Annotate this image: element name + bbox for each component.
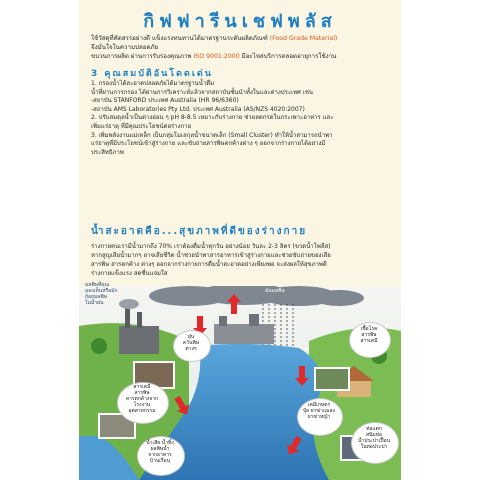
clean-line: ร่างกายแข็งแรง สดชื่นแจ่มใส — [91, 270, 168, 277]
caption-chemical — [351, 326, 387, 344]
tree — [91, 338, 107, 354]
feature-line: -สถาบัน AMS Laboratories Pty Ltd. ประเทศ Australia (AS/NZS 4020:2007) — [91, 105, 305, 113]
caption-line: ควันพิษ — [182, 340, 200, 346]
caption-household — [139, 440, 181, 464]
feature-line: 2. ปรับสมดุลน้ำเป็นด่างอ่อน ๆ pH 8-8.5 เหมาะกับร่างกาย ช่วยลดกรดในกระเพาะอาหาร และ — [91, 114, 334, 122]
caption-line: สารเคมี — [133, 384, 151, 390]
caption-line: สารพิษ — [361, 332, 377, 338]
note-left-line: มลพิษที่คุณ — [85, 282, 110, 288]
caption-line: สนิมท่อ — [365, 432, 383, 438]
iso-highlight: ISO 9001:2000 — [193, 53, 240, 60]
features-heading: 3 คุณสมบัติอันโดดเด่น — [91, 69, 213, 79]
feature-line: น้ำที่ผ่านการกรอง ได้ผ่านการวิเคราะห์แล้วจากสถาบันชั้นนำทั้งในและต่างประเทศ เช่น — [91, 88, 313, 96]
feature-line: เพิ่มแร่ธาตุ ที่มีคุณประโยชน์ต่อร่างกาย — [91, 122, 192, 130]
poster-title: กิฟฟารีนเชฟพลัส — [143, 11, 337, 32]
intro-line-3-pre: ขบวนการผลิต ผ่านการรับรองคุณภาพ — [91, 53, 192, 60]
caption-line: น้ำประปาเปื้อน — [357, 438, 391, 444]
caption-line: สารเคมี — [360, 338, 378, 344]
intro-line-1-text: ใช้วัสดุที่คัดสรรอย่างดี แข็งแรงทนทานได้มาตรฐานระดับผลิตภัณฑ์ — [91, 35, 268, 42]
caption-line: เชื้อโรค — [360, 326, 378, 332]
caption-line: ฝนมลพิษ — [265, 288, 285, 294]
building — [249, 314, 259, 326]
caption-line: ปุ๋ย ยาฆ่าแมลง — [303, 408, 335, 414]
clean-line: หากสูญเสียน้ำมากๆ อาจเสียชีวิต น้ำช่วยนำพาสารอาหารเข้าสู่ร่างกายและช่วยขับถ่ายของเสีย — [91, 252, 331, 259]
note-left-line: ถ้อยมลพิษ — [85, 294, 107, 300]
caption-farm — [299, 402, 339, 420]
caption-line: โรงงาน — [133, 402, 151, 408]
building — [219, 316, 227, 326]
caption-line: บ้านเรือน — [149, 458, 171, 464]
factory-chimney — [137, 312, 142, 328]
clean-water-heading: น้ำสะอาดคือ...สุขภาพที่ดีของร่างกาย — [91, 226, 308, 237]
intro-text — [91, 34, 389, 61]
caption-line: ยาฆ่าหญ้า — [307, 414, 331, 420]
feature-line: -สถาบัน STANFORD ประเทศ Australia (HR 96/6360) — [91, 97, 239, 105]
caption-line: ท่อแตก — [366, 426, 382, 432]
note-left — [85, 282, 135, 306]
caption-line: อุตสาหกรรม — [128, 408, 156, 414]
clean-line: ร่างกายคนเรามีน้ำมากถึง 70% เราต้องดื่มน้ำทุกวัน อย่างน้อย วันละ 2-3 ลิตร (ขวดน้ำโพลีส) — [91, 243, 331, 250]
caption-line: ต่างๆ — [185, 346, 197, 352]
food-grade-highlight: (Food Grade Material) — [269, 35, 338, 42]
feature-line: 1. กรองน้ำได้สะอาดปลอดภัยได้มาตรฐานน้ำดื่ม — [91, 80, 215, 87]
pollution-illustration — [79, 282, 401, 480]
note-left-line: ในน้ำฝน — [85, 300, 104, 306]
caption-line: ผลพิษน้ำ — [150, 446, 170, 452]
caption-pipe — [353, 426, 395, 450]
feature-line: 3. เพิ่มพลังงานแม่เหล็ก เป็นกลุ่มโมเลกุลน้ำขนาดเล็ก (Small Cluster) ทำให้น้ำสามารถนำพา — [91, 131, 333, 139]
caption-line: น้ำเสีย น้ำทิ้ง — [146, 440, 174, 446]
caption-line: จากอาคาร — [148, 452, 172, 458]
caption-line: เคมีเกษตร — [307, 402, 331, 408]
feature-line: ประสิทธิภาพ — [91, 148, 124, 156]
clean-water-text — [91, 242, 389, 278]
caption-line: ฝุ่น — [187, 334, 195, 340]
caption-line: สารพิษ — [134, 390, 150, 396]
city-photo — [214, 324, 274, 344]
factory — [119, 326, 159, 354]
caption-factory — [119, 384, 165, 414]
intro-line-2: จึงมั่นใจในความปลอดภัย — [91, 44, 159, 51]
note-left-line: มองเห็นหรือมัก — [85, 288, 118, 294]
factory-chimney — [125, 308, 130, 328]
features-list — [91, 80, 389, 157]
clean-line: สารพิษ สารตกค้าง ต่างๆ ออกจากร่างกายการดื่มน้ำสะอาดอย่างเพียงพอ จะส่งผลให้สุขภาพดี — [91, 261, 327, 268]
product-poster — [79, 0, 401, 480]
intro-line-3 — [91, 52, 389, 61]
caption-dust — [175, 334, 207, 352]
caption-line: ในท่อประปา — [360, 444, 388, 450]
farm-photo — [315, 368, 349, 390]
intro-line-3-post: มีอะไหล่บริการตลอดอายุการใช้งาน — [241, 53, 337, 60]
caption-line: สารตกค้างจาก — [125, 396, 159, 402]
feature-line: แร่ธาตุที่มีประโยชน์เข้าสู่ร่างกาย และขับถ่ายสารพิษตกค้างต่าง ๆ ออกจากร่างกายได้อย่างมี — [91, 140, 326, 148]
intro-line-1 — [91, 34, 389, 43]
caption-sky — [255, 288, 295, 294]
